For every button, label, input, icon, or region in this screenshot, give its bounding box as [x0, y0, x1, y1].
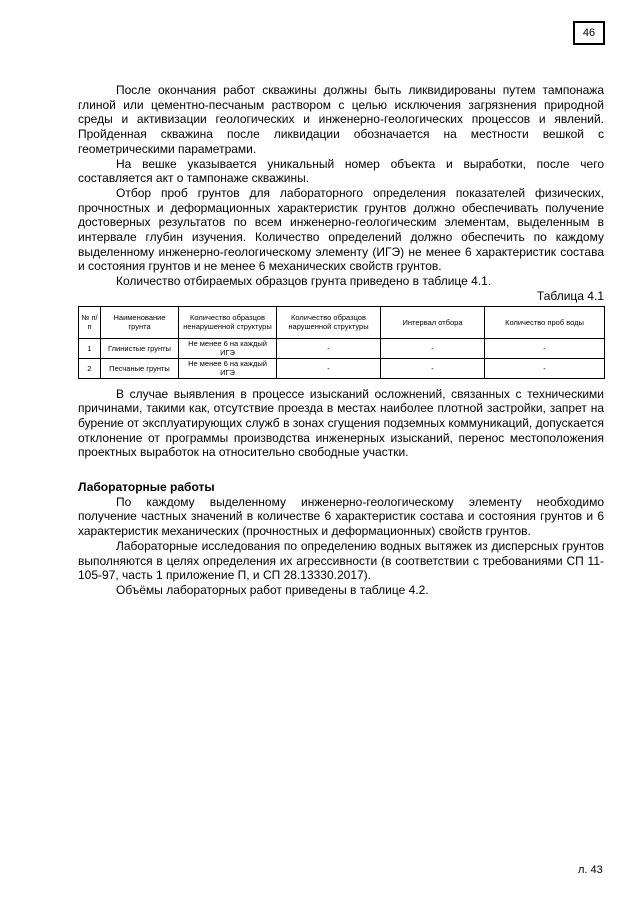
document-body: [78, 83, 604, 598]
table-cell: Не менее 6 на каждый ИГЭ: [179, 358, 277, 378]
table-header-cell: Наименование грунта: [101, 306, 179, 338]
table-header-cell: Количество проб воды: [485, 306, 605, 338]
paragraph: В случае выявления в процессе изысканий осложнений, связанных с техническими причинами, такими как, отсутствие проезда в местах наиболее плотной застройки, запрет на бурение от эксплуатирующих служб в зонах сгущения подземных коммуникаций, допускается отклонение от программы производства инженерных изысканий, перенос местоположения проектных выработок на относительно свободные участки.: [78, 386, 604, 460]
table-cell: Не менее 6 на каждый ИГЭ: [179, 338, 277, 358]
table-row: [79, 338, 605, 358]
table-header-cell: Количество образцов нарушенной структуры: [277, 306, 381, 338]
paragraph: На вешке указывается уникальный номер объекта и выработки, после чего составляется акт о тампонаже скважины.: [78, 156, 604, 186]
table-cell: Песчаные грунты: [101, 358, 179, 378]
paragraph: Объёмы лабораторных работ приведены в таблице 4.2.: [116, 582, 429, 597]
table-cell: -: [381, 358, 485, 378]
paragraph: Количество отбираемых образцов грунта приведено в таблице 4.1.: [116, 274, 492, 289]
paragraph: По каждому выделенному инженерно-геологическому элементу необходимо получение частных значений в количестве 6 характеристик состава и состояния грунтов и 6 характеристик механических (прочностных и деформационных) свойств грунтов.: [78, 494, 604, 539]
table-cell: -: [277, 338, 381, 358]
samples-table: [78, 306, 605, 379]
paragraph: После окончания работ скважины должны быть ликвидированы путем тампонажа глиной или цементно-песчаным раствором с целью исключения загрязнения природной среды и активизации геологических и инженерно-геологических процессов и явлений. Пройденная скважина после ликвидации обозначается на местности вешкой с геометрическими параметрами.: [78, 83, 604, 156]
table-cell: Глинистые грунты: [101, 338, 179, 358]
table-header-row: [79, 306, 605, 338]
table-cell: -: [485, 358, 605, 378]
paragraph: Лабораторные исследования по определению водных вытяжек из дисперсных грунтов выполняются в целях определения их агрессивности (в соответствии с требованиями СП 11-105-97, часть 1 приложение П, и СП 28.13330.2017).: [78, 538, 604, 583]
table-cell: -: [277, 358, 381, 378]
table-header-cell: Интервал отбора: [381, 306, 485, 338]
table-cell: -: [381, 338, 485, 358]
page-number-box: 46: [573, 21, 605, 45]
table-cell: -: [485, 338, 605, 358]
table-header-cell: № п/п: [79, 306, 101, 338]
section-heading: Лабораторные работы: [78, 480, 215, 495]
sheet-number: л. 43: [578, 864, 603, 876]
table-cell: 1: [79, 338, 101, 358]
table-caption: Таблица 4.1: [536, 288, 604, 303]
table-header-cell: Количество образцов ненарушенной структуры: [179, 306, 277, 338]
paragraph: Отбор проб грунтов для лабораторного определения показателей физических, прочностных и деформационных характеристик грунтов должно обеспечивать получение достоверных результатов по всем инженерно-геологическим элементам, выделенным в интервале глубин изучения. Количество определений должно обеспечить по каждому выделенному инженерно-геологическому элементу (ИГЭ) не менее 6 характеристик состава и состояния грунтов и не менее 6 механических свойств грунтов.: [78, 185, 604, 274]
table-row: [79, 358, 605, 378]
table-cell: 2: [79, 358, 101, 378]
